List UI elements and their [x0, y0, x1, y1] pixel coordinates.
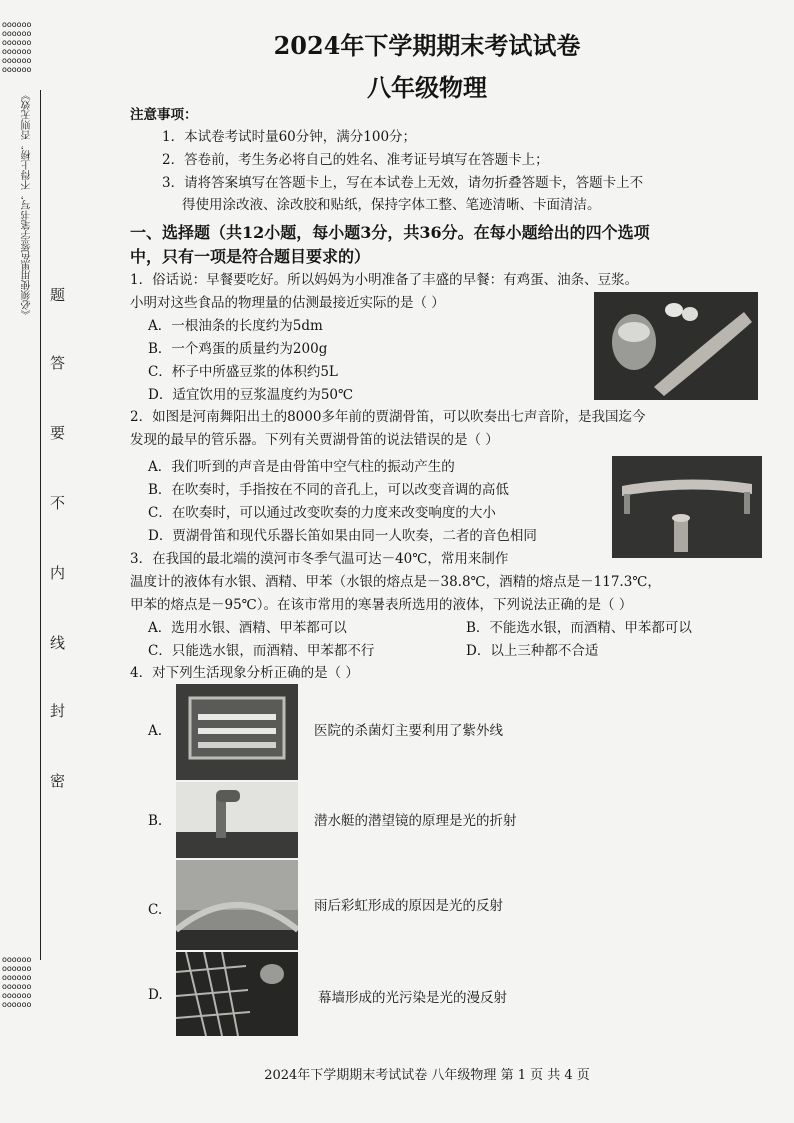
warning-char-8: 题 [50, 286, 66, 304]
q4-option-a-text: 医院的杀菌灯主要利用了紫外线 [314, 723, 503, 739]
notes-item-3: 3．请将答案填写在答题卡上，写在本试卷上无效，请勿折叠答题卡，答题卡上不 [162, 175, 644, 191]
q3-option-a: A．选用水银、酒精、甲苯都可以 [148, 620, 347, 636]
q4-option-c-letter: C. [148, 902, 163, 918]
glass-curtain-photo-drawing [176, 952, 298, 1036]
uv-lamp-photo-drawing [176, 684, 298, 780]
q2-option-b: B．在吹奏时，手指按在不同的音孔上，可以改变音调的高低 [148, 482, 509, 498]
exam-title: 2024年下学期期末考试试卷 [273, 31, 581, 60]
q2-stem-1: 2．如图是河南舞阳出土的8000多年前的贾湖骨笛，可以吹奏出七声音阶，是我国迄今 [130, 409, 646, 425]
rainbow-photo-drawing [176, 860, 298, 950]
binding-line [40, 90, 41, 960]
warning-char-4: 内 [50, 564, 66, 582]
q4-stem: 4．对下列生活现象分析正确的是（ ） [130, 665, 359, 681]
q4-option-d-letter: D. [148, 987, 163, 1003]
uv-lamp-photo [176, 684, 298, 780]
q4-option-b-text: 潜水艇的潜望镜的原理是光的折射 [314, 813, 517, 829]
periscope-photo [176, 782, 298, 858]
q3-option-d: D．以上三种都不合适 [466, 643, 599, 659]
breakfast-photo [594, 292, 758, 400]
q3-stem-2: 温度计的液体有水银、酒精、甲苯（水银的熔点是－38.8℃，酒精的熔点是－117.3℃， [130, 574, 661, 590]
warning-char-3: 线 [50, 634, 66, 652]
section-heading-line-1: 一、选择题（共12小题，每小题3分，共36分。在每小题给出的四个选项 [130, 223, 650, 242]
margin-note: 《必须使用黑色签字笔书写，不得上榜，否则无效》 [22, 90, 33, 320]
warning-char-6: 要 [50, 424, 66, 442]
q1-option-a: A．一根油条的长度约为5dm [148, 318, 323, 334]
periscope-photo-drawing [176, 782, 298, 858]
q3-option-b: B．不能选水银，而酒精、甲苯都可以 [466, 620, 692, 636]
warning-char-1: 密 [50, 772, 66, 790]
exam-subtitle: 八年级物理 [367, 73, 487, 102]
rainbow-photo [176, 860, 298, 950]
notes-item-2: 2．答卷前，考生务必将自己的姓名、准考证号填写在答题卡上； [162, 152, 549, 168]
page-footer: 2024年下学期期末考试试卷 八年级物理 第 1 页 共 4 页 [264, 1068, 590, 1083]
q2-stem-2: 发现的最早的管乐器。下列有关贾湖骨笛的说法错误的是（ ） [130, 432, 499, 448]
q1-option-b: B．一个鸡蛋的质量约为200g [148, 341, 328, 357]
warning-char-7: 答 [50, 354, 66, 372]
section-heading-line-2: 中，只有一项是符合题目要求的） [130, 247, 371, 266]
bone-flute-photo [612, 456, 762, 558]
q1-stem-1: 1．俗话说：早餐要吃好。所以妈妈为小明准备了丰盛的早餐：有鸡蛋、油条、豆浆。 [130, 272, 639, 288]
q1-stem-2: 小明对这些食品的物理量的估测最接近实际的是（ ） [130, 295, 445, 311]
notes-heading: 注意事项： [130, 107, 198, 123]
notes-item-3-cont: 得使用涂改液、涂改胶和贴纸，保持字体工整、笔迹清晰、卡面清洁。 [182, 197, 601, 213]
breakfast-photo-drawing [594, 292, 758, 400]
q4-option-b-letter: B. [148, 813, 163, 829]
q1-option-d: D．适宜饮用的豆浆温度约为50℃ [148, 387, 354, 403]
q2-option-d: D．贾湖骨笛和现代乐器长笛如果由同一人吹奏，二者的音色相同 [148, 528, 537, 544]
glass-curtain-photo [176, 952, 298, 1036]
binding-rings-bottom: oooooooooooooooooooooooooooooooooooo [2, 955, 32, 1009]
warning-char-2: 封 [50, 702, 66, 720]
q3-stem-1: 3．在我国的最北端的漠河市冬季气温可达－40℃，常用来制作 [130, 551, 509, 567]
binding-margin [0, 0, 66, 1123]
q4-option-d-text: 幕墙形成的光污染是光的漫反射 [318, 990, 507, 1006]
q3-stem-3: 甲苯的熔点是－95℃）。在该市常用的寒暑表所选用的液体，下列说法正确的是（ ） [130, 597, 633, 613]
warning-char-5: 不 [50, 494, 66, 512]
q4-option-a-letter: A. [148, 723, 163, 739]
notes-item-1: 1．本试卷考试时量60分钟，满分100分； [162, 129, 417, 145]
q1-option-c: C．杯子中所盛豆浆的体积约5L [148, 364, 338, 380]
q4-option-c-text: 雨后彩虹形成的原因是光的反射 [314, 898, 503, 914]
binding-rings-top: oooooooooooooooooooooooooooooooooooo [2, 20, 32, 74]
bone-flute-photo-drawing [612, 456, 762, 558]
q3-option-c: C．只能选水银，而酒精、甲苯都不行 [148, 643, 375, 659]
q2-option-c: C．在吹奏时，可以通过改变吹奏的力度来改变响度的大小 [148, 505, 496, 521]
q2-option-a: A．我们听到的声音是由骨笛中空气柱的振动产生的 [148, 459, 455, 475]
